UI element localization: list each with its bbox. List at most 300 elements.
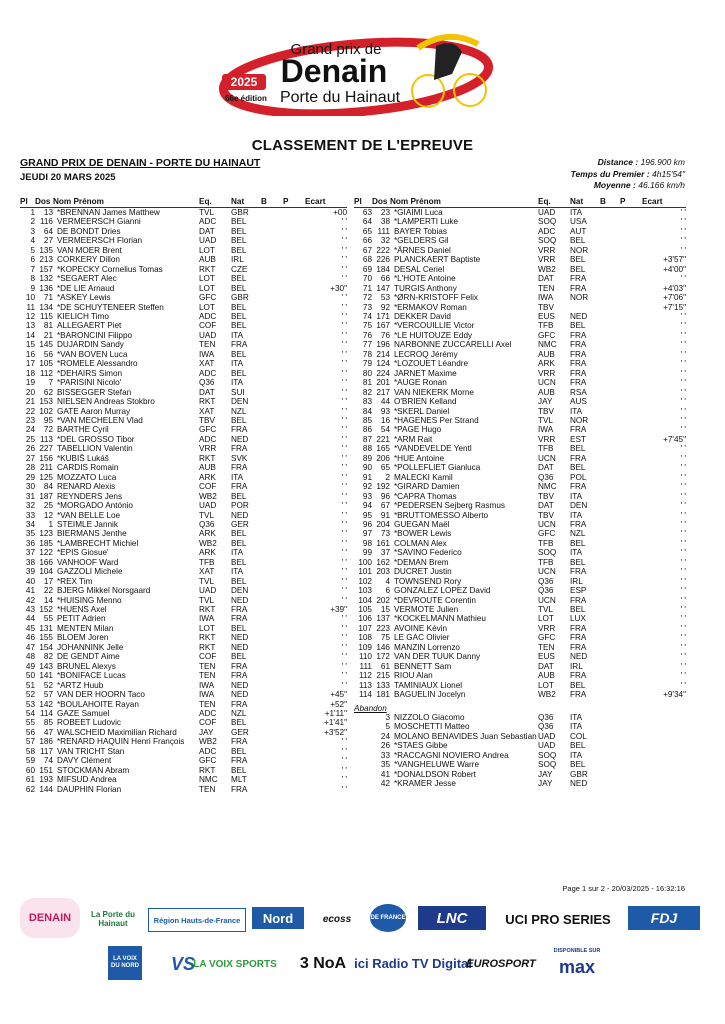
sponsor-fff: DE FRANCE — [370, 904, 406, 932]
time-label: Temps du Premier : — [570, 168, 650, 179]
cell-team: AUB — [199, 463, 216, 473]
cell-place: 95 — [362, 510, 372, 520]
cell-penalty — [283, 633, 305, 642]
cell-penalty — [283, 236, 305, 245]
cell-nationality: BEL — [570, 444, 586, 454]
cell-nationality: DEN — [570, 501, 588, 511]
cell-bib: 226 — [376, 255, 390, 265]
cell-place: 73 — [362, 302, 372, 312]
cell-bib: 96 — [380, 491, 390, 501]
cell-bib: 13 — [43, 208, 53, 217]
cell-place: 52 — [25, 690, 35, 700]
table-row — [354, 454, 686, 463]
cell-place: 36 — [25, 538, 35, 548]
cell-nationality — [570, 303, 600, 312]
cell-place: 80 — [362, 368, 372, 378]
cell-gap: ' ' — [680, 576, 686, 586]
cell-bonus — [261, 473, 283, 482]
table-row — [354, 246, 686, 255]
cell-team: ADC — [538, 226, 556, 236]
cell-nationality: BEL — [231, 538, 247, 548]
cell-place: 88 — [362, 444, 372, 454]
cell-team: COF — [199, 482, 217, 492]
col-p: P — [283, 195, 305, 208]
cell-penalty — [620, 614, 642, 623]
cell-penalty — [620, 722, 642, 731]
cell-gap: ' ' — [341, 756, 347, 766]
cell-place: 98 — [362, 538, 372, 548]
cell-team: DAT — [199, 226, 215, 236]
cell-gap: ' ' — [341, 519, 347, 529]
cell-penalty — [283, 303, 305, 312]
cell-place: 79 — [362, 359, 372, 369]
cell-bonus — [261, 369, 283, 378]
cell-team: SOQ — [538, 750, 557, 760]
cell-rider-name: REYNDERS Jens — [57, 491, 123, 501]
cell-place: 56 — [25, 727, 35, 737]
cell-place: 59 — [25, 756, 35, 766]
cell-nationality: BEL — [231, 652, 247, 662]
cell-team: AUB — [199, 255, 216, 265]
cell-place: 11 — [26, 302, 35, 312]
cell-bib: 85 — [43, 718, 53, 728]
cell-penalty — [283, 482, 305, 491]
table-row — [20, 529, 347, 538]
cell-place: 93 — [362, 491, 372, 501]
cell-bib: 14 — [43, 595, 53, 605]
cell-rider-name: JOHANNINK Jelle — [57, 642, 124, 652]
cell-rider-name: VANHOOF Ward — [57, 557, 119, 567]
cell-team: ARK — [199, 472, 216, 482]
cell-team: TEN — [199, 661, 216, 671]
cell-rider-name: TABELLION Valentin — [57, 444, 133, 454]
cell-rider-name: *ERMAKOV Roman — [394, 302, 467, 312]
cell-bib: 215 — [376, 671, 390, 681]
cell-rider-name: *GIAIMI Luca — [394, 208, 443, 217]
cell-bib: 155 — [39, 633, 53, 643]
cell-team: AUB — [538, 387, 555, 397]
cell-team: JAY — [538, 779, 553, 789]
cell-bib: 92 — [380, 302, 390, 312]
table-row — [354, 633, 686, 642]
cell-place: 19 — [25, 378, 35, 388]
cell-bonus — [261, 737, 283, 746]
cell-team: TFB — [538, 444, 554, 454]
cell-rider-name: BARTHE Cyril — [57, 425, 109, 435]
cell-nationality: BEL — [231, 368, 247, 378]
cell-rider-name: LE GAC Olivier — [394, 633, 450, 643]
cell-bib: 111 — [377, 226, 390, 236]
cell-gap: ' ' — [680, 510, 686, 520]
cell-place: 74 — [362, 311, 372, 321]
table-header-row — [354, 195, 686, 208]
race-logo — [218, 28, 508, 116]
cell-gap: ' ' — [341, 746, 347, 756]
cell-nationality: USA — [570, 217, 587, 227]
cell-nationality: NED — [231, 434, 249, 444]
cell-place: 75 — [362, 321, 372, 331]
cell-bib: 214 — [376, 349, 390, 359]
cell-bonus — [600, 751, 620, 760]
cell-team: VRR — [199, 444, 217, 454]
cell-place: 110 — [358, 652, 372, 662]
cell-place: 50 — [25, 671, 35, 681]
cell-bonus — [261, 208, 283, 218]
cell-gap: ' ' — [680, 557, 686, 567]
table-row — [20, 208, 347, 218]
cell-nationality: BEL — [570, 321, 586, 331]
time-value: 4h15'54" — [651, 168, 685, 179]
cell-nationality: FRA — [570, 425, 587, 435]
cell-rider-name: VAN DER HOORN Taco — [57, 690, 145, 700]
cell-team: DAT — [538, 274, 554, 284]
cell-rider-name: BAGUELIN Jocelyn — [394, 690, 466, 700]
cell-penalty — [283, 407, 305, 416]
cell-penalty — [620, 624, 642, 633]
cell-place: 21 — [25, 397, 35, 407]
cell-place: 108 — [358, 633, 372, 643]
cell-nationality: FRA — [570, 283, 587, 293]
cell-team: Q36 — [538, 722, 554, 732]
cell-nationality: NOR — [570, 415, 589, 425]
cell-bib: 37 — [380, 548, 390, 558]
cell-bib: 12 — [43, 510, 53, 520]
cell-rider-name: *LOZOUET Léandre — [394, 359, 469, 369]
cell-bib: 161 — [376, 538, 390, 548]
table-row — [354, 529, 686, 538]
cell-penalty — [283, 378, 305, 387]
cell-bonus — [261, 492, 283, 501]
cell-nationality: ITA — [231, 359, 244, 369]
cell-bonus — [600, 350, 620, 359]
cell-place: 85 — [362, 415, 372, 425]
cell-place: 102 — [358, 576, 372, 586]
table-row — [20, 303, 347, 312]
cell-rider-name: GAZZOLI Michele — [57, 567, 123, 577]
cell-penalty — [283, 662, 305, 671]
table-row — [354, 369, 686, 378]
cell-team: VRR — [538, 623, 556, 633]
cell-rider-name: *DEMAN Brem — [394, 557, 449, 567]
cell-gap: ' ' — [680, 226, 686, 236]
cell-rider-name: STOCKMAN Abram — [57, 765, 130, 775]
cell-nationality: FRA — [570, 368, 587, 378]
cell-team: RKT — [199, 264, 216, 274]
cell-penalty — [620, 236, 642, 245]
cell-bonus — [261, 454, 283, 463]
cell-nationality: POL — [570, 472, 587, 482]
cell-place: 23 — [25, 415, 35, 425]
cell-bib: 73 — [380, 529, 390, 539]
cell-penalty — [283, 700, 305, 709]
cell-bib: 6 — [385, 586, 390, 596]
cell-nationality: FRA — [570, 671, 587, 681]
sponsor-nord: Nord — [252, 907, 304, 929]
cell-bonus — [261, 766, 283, 775]
cell-nationality: FRA — [570, 642, 587, 652]
cell-gap: ' ' — [680, 208, 686, 217]
cell-nationality: ESP — [570, 586, 587, 596]
cell-bib: 222 — [376, 245, 390, 255]
cell-rider-name: PETIT Adrien — [57, 614, 106, 624]
cell-penalty — [620, 246, 642, 255]
cell-gap: ' ' — [680, 368, 686, 378]
cell-place: 6 — [30, 255, 35, 265]
cell-nationality: BEL — [231, 529, 247, 539]
cell-penalty — [620, 548, 642, 557]
cell-team: TFB — [538, 557, 554, 567]
cell-place: 100 — [358, 557, 372, 567]
cell-team: LOT — [538, 614, 554, 624]
cell-place: 114 — [358, 690, 372, 700]
cell-rider-name: TOWNSEND Rory — [394, 576, 462, 586]
cell-bib: 93 — [380, 406, 390, 416]
cell-bib: 22 — [43, 586, 53, 596]
table-row — [354, 652, 686, 661]
table-row — [20, 359, 347, 368]
cell-bonus — [600, 520, 620, 529]
col-pl: Pl — [354, 195, 372, 208]
cell-penalty — [620, 340, 642, 349]
col-b: B — [261, 195, 283, 208]
cell-nationality: FRA — [231, 699, 248, 709]
cell-bonus — [261, 284, 283, 293]
cell-rider-name: KIELICH Timo — [57, 311, 109, 321]
abandon-row — [354, 760, 686, 769]
cell-nationality: NED — [231, 690, 249, 700]
table-row — [354, 208, 686, 218]
cell-rider-name: *VERCOUILLIE Victor — [394, 321, 475, 331]
cell-penalty — [620, 284, 642, 293]
table-row — [354, 284, 686, 293]
cell-team: ADC — [199, 311, 217, 321]
cell-nationality: ITA — [570, 713, 583, 723]
cell-bonus — [600, 671, 620, 680]
cell-bonus — [600, 511, 620, 520]
cell-place: 16 — [25, 349, 35, 359]
cell-penalty — [283, 558, 305, 567]
cell-rider-name: *BRENNAN James Matthew — [57, 208, 160, 217]
cell-gap: ' ' — [680, 642, 686, 652]
sponsor-fdj: FDJ — [628, 906, 700, 930]
cell-team: UAD — [199, 330, 217, 340]
cell-rider-name: *ÄRNES Daniel — [394, 245, 451, 255]
cell-bib: 145 — [39, 340, 53, 350]
table-row — [20, 596, 347, 605]
cell-bonus — [261, 246, 283, 255]
cell-gap: ' ' — [680, 311, 686, 321]
cell-penalty — [620, 633, 642, 642]
table-row — [20, 255, 347, 264]
cell-bonus — [261, 321, 283, 330]
cell-penalty — [283, 766, 305, 775]
table-row — [20, 756, 347, 765]
cell-bib: 227 — [39, 444, 53, 454]
cell-bonus — [261, 444, 283, 453]
cell-nationality: BEL — [231, 302, 247, 312]
cell-bonus — [600, 246, 620, 255]
cell-gap: ' ' — [341, 557, 347, 567]
cell-rider-name: WALSCHEID Maximilian Richard — [57, 727, 177, 737]
cell-rider-name: *REX Tim — [57, 576, 93, 586]
cell-place: 8 — [30, 274, 35, 284]
cell-nationality: IRL — [570, 661, 583, 671]
cell-nationality: FRA — [231, 605, 248, 615]
cell-gap: ' ' — [680, 605, 686, 615]
cell-team: LOT — [538, 680, 554, 690]
cell-nationality: FRA — [570, 378, 587, 388]
cell-bib: 4 — [385, 576, 390, 586]
cell-bonus — [600, 227, 620, 236]
cell-nationality: ITA — [570, 510, 583, 520]
cell-gap: +1'11" — [324, 709, 347, 719]
cell-rider-name: RENARD Alexis — [57, 482, 116, 492]
table-row — [20, 407, 347, 416]
cell-rider-name: VAN NIEKERK Morne — [394, 387, 474, 397]
cell-penalty — [620, 227, 642, 236]
table-row — [20, 511, 347, 520]
cell-rider-name: BLOEM Joren — [57, 633, 109, 643]
cell-bonus — [261, 671, 283, 680]
cell-bonus — [600, 416, 620, 425]
cell-rider-name: *VAN MECHELEN Vlad — [57, 415, 143, 425]
cell-nationality: GBR — [231, 293, 249, 303]
cell-bonus — [261, 681, 283, 690]
cell-gap: ' ' — [680, 567, 686, 577]
cell-penalty — [283, 624, 305, 633]
cell-bonus — [261, 340, 283, 349]
table-row — [354, 463, 686, 472]
cell-team: Q36 — [538, 713, 554, 723]
cell-penalty — [283, 690, 305, 699]
cell-nationality: SUI — [231, 387, 245, 397]
cell-penalty — [283, 785, 305, 794]
cell-penalty — [620, 359, 642, 368]
cell-bib: 151 — [39, 765, 53, 775]
cell-team: UAD — [538, 741, 556, 751]
cell-rider-name: *PARISINI Nicolo' — [57, 378, 122, 388]
cell-team: Q36 — [538, 586, 554, 596]
cell-bib: 157 — [39, 264, 53, 274]
cell-rider-name: *POLLEFLIET Gianluca — [394, 463, 481, 473]
cell-penalty — [283, 208, 305, 218]
cell-gap: +39" — [330, 605, 347, 615]
cell-rider-name: *AUGE Ronan — [394, 378, 447, 388]
table-row — [354, 407, 686, 416]
table-row — [20, 766, 347, 775]
cell-nationality: BEL — [231, 321, 247, 331]
cell-gap: ' ' — [341, 226, 347, 236]
cell-gap: ' ' — [680, 482, 686, 492]
cell-gap: ' ' — [341, 406, 347, 416]
cell-place: 14 — [25, 330, 35, 340]
cell-rider-name: *L'HOTE Antoine — [394, 274, 456, 284]
cell-rider-name: TAMINIAUX Lionel — [394, 680, 463, 690]
cell-rider-name: *ARM Rait — [394, 434, 433, 444]
document-title: CLASSEMENT DE L'EPREUVE — [251, 137, 474, 154]
cell-penalty — [283, 397, 305, 406]
cell-bib: 154 — [39, 642, 53, 652]
cell-place: 30 — [25, 482, 35, 492]
cell-bib: 143 — [39, 661, 53, 671]
cell-rider-name: DUJARDIN Sandy — [57, 340, 124, 350]
cell-nationality: BEL — [231, 236, 247, 246]
cell-place: 57 — [25, 737, 35, 747]
sponsor-porte-du-hainaut: La Porte du Hainaut — [90, 910, 135, 928]
cell-place: 67 — [362, 245, 372, 255]
cell-team: COF — [199, 652, 217, 662]
cell-team: UCN — [538, 378, 556, 388]
cell-penalty — [620, 454, 642, 463]
table-row — [354, 435, 686, 444]
cell-penalty — [283, 284, 305, 293]
cell-penalty — [620, 435, 642, 444]
cell-team: GFC — [199, 293, 217, 303]
cell-bonus — [600, 529, 620, 538]
cell-gap: +1'41" — [324, 718, 347, 728]
cell-bib: 186 — [39, 737, 53, 747]
cell-bonus — [261, 274, 283, 283]
cell-place: 97 — [362, 529, 372, 539]
cell-team: RKT — [199, 642, 216, 652]
cell-bonus — [600, 303, 620, 312]
cell-place: 105 — [358, 605, 372, 615]
cell-nationality: FRA — [570, 340, 587, 350]
cell-place: 87 — [362, 434, 372, 444]
cell-nationality: BEL — [570, 463, 586, 473]
cell-bib: 3 — [385, 713, 390, 723]
cell-team: XAT — [199, 359, 215, 369]
cell-gap: ' ' — [341, 217, 347, 227]
table-row — [354, 586, 686, 595]
cell-nationality: FRA — [570, 595, 587, 605]
cell-penalty — [620, 577, 642, 586]
cell-team: ARK — [199, 548, 216, 558]
cell-gap: ' ' — [341, 595, 347, 605]
race-name: GRAND PRIX DE DENAIN - PORTE DU HAINAUT — [20, 157, 261, 169]
table-row — [354, 359, 686, 368]
cell-place: 2 — [30, 217, 35, 227]
cell-bib: 81 — [43, 321, 53, 331]
cell-nationality: BEL — [570, 605, 586, 615]
cell-bonus — [261, 435, 283, 444]
cell-penalty — [283, 681, 305, 690]
sponsor-max: max — [558, 956, 596, 977]
logo-edition: 66e édition — [225, 94, 267, 103]
table-row — [354, 539, 686, 548]
cell-nationality: FRA — [231, 661, 248, 671]
cell-penalty — [620, 751, 642, 760]
cell-rider-name: *BONIFACE Lucas — [57, 671, 126, 681]
cell-bonus — [600, 265, 620, 274]
cell-place: 101 — [358, 567, 372, 577]
sponsor-ecoss: ecoss — [322, 913, 352, 925]
cell-gap: ' ' — [341, 633, 347, 643]
cell-nationality: FRA — [570, 567, 587, 577]
cell-bonus — [600, 558, 620, 567]
cell-place: 47 — [25, 642, 35, 652]
cell-gap: ' ' — [680, 623, 686, 633]
cell-team: TVL — [199, 208, 215, 217]
cell-gap: ' ' — [341, 623, 347, 633]
cell-place: 32 — [25, 501, 35, 511]
cell-team: IWA — [199, 680, 215, 690]
cell-team: TVL — [538, 415, 554, 425]
table-row — [20, 378, 347, 387]
cell-rider-name: BAYER Tobias — [394, 226, 447, 236]
cell-rider-name: *CAPRA Thomas — [394, 491, 457, 501]
cell-bonus — [600, 577, 620, 586]
